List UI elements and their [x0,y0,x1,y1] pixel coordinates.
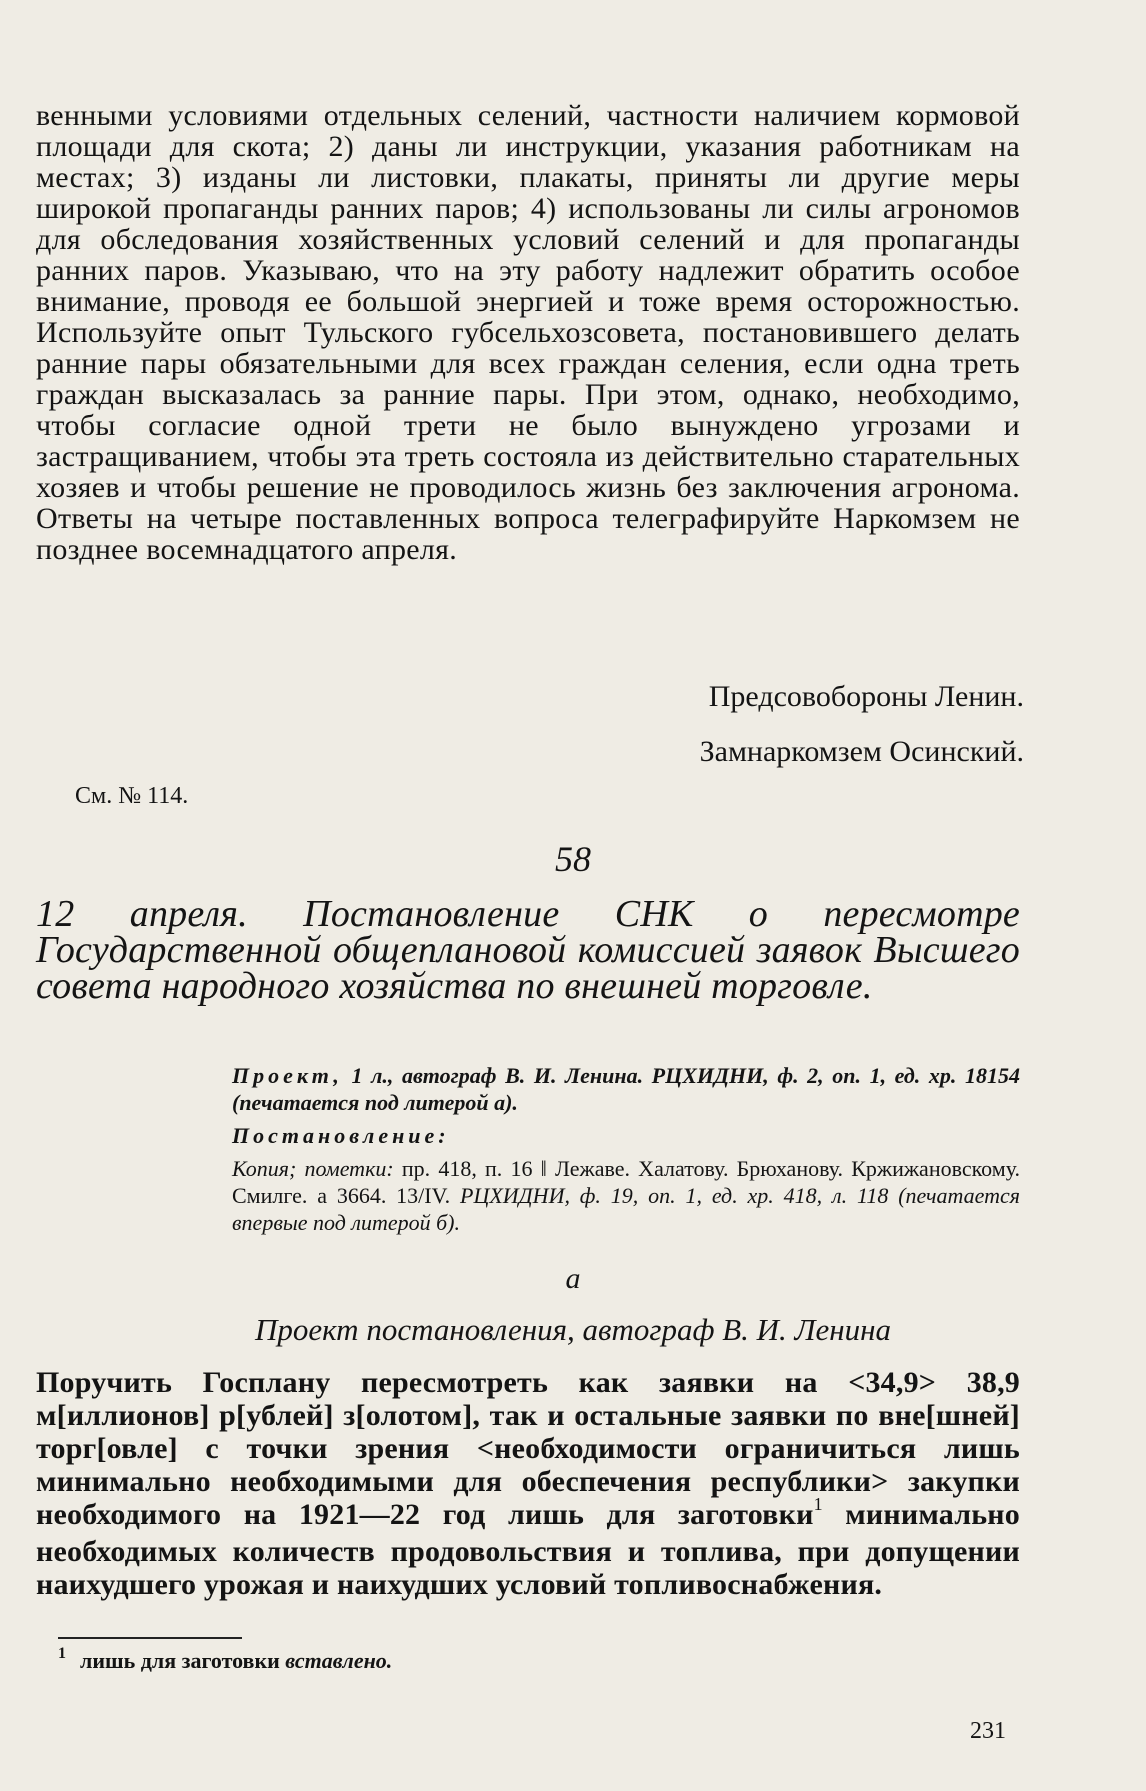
signature-chairman: Предсовобороны Ленин. [708,680,1024,713]
main-text-part2: минимально необходимых количеств продовольствия и топлива, при допущении наихудшего урожая и наихудших условий топливоснабжения. [36,1498,1020,1601]
resolution-label: Постановление: [232,1123,450,1148]
footnote-marker: 1 [813,1494,823,1514]
signature-deputy: Замнаркомзем Осинский. [699,735,1024,768]
page-number: 231 [970,1718,1006,1744]
footnote-divider [58,1637,242,1639]
main-text-part1: Поручить Госплану пересмотреть как заявки на <34,9> 38,9 м[иллионов] р[ублей] з[олотом], так и остальные заявки по вне[шней] торг[овле] с точки зрения <необходимости ограничиться лишь минимально необходимыми для обеспечения республики> закупки необходимого на 1921—22 год лишь для заготовки [36,1366,1020,1531]
top-paragraph: венными условиями отдельных селений, частности наличием кормовой площади для скота; 2) даны ли инструкции, указания работникам на местах; 3) изданы ли листовки, плакаты, приняты ли другие меры широкой пропаганды ранних паров; 4) использованы ли силы агрономов для обследования хозяйственных условий селений и для пропаганды ранних паров. Указываю, что на эту работу надлежит обратить особое внимание, проводя ее большой энергией и тоже время осторожностью. Используйте опыт Тульского губсельхозсовета, постановившего делать ранние пары обязательными для всех граждан селения, если одна треть граждан высказалась за ранние пары. При этом, однако, необходимо, чтобы согласие одной трети не было вынуждено угрозами и застращиванием, чтобы эта треть состояла из действительно старательных хозяев и чтобы решение не проводилось жизнь без заключения агронома. Ответы на четыре поставленных вопроса телеграфируйте Наркомзем не позднее восемнадцатого апреля. [36,99,1020,566]
copy-label: Копия; пометки: [232,1156,394,1181]
footnote [58,1645,393,1674]
copy-source: РЦХИДНИ, ф. 19, оп. 1, ед. хр. 418, л. 118 (печатается впервые под литерой б). [232,1183,1020,1235]
footnote-note: вставлено. [279,1648,393,1673]
footnote-text: лишь для заготовки [80,1648,280,1673]
document-title: 12 апреля. Постановление СНК о пересмотре Государственной общеплановой комиссией заявок Высшего совета народного хозяйства по внешней торговле. [36,893,1020,1007]
archival-draft [232,1062,1020,1116]
footnote-number: 1 [58,1645,66,1662]
copy-marks: пр. 418, п. 16 ‖ Лежаве. Халатову. Брюханову. Кржижановскому. Смилге. а 3664. 13/IV. [232,1156,1020,1208]
main-text [36,1366,1020,1601]
document-number: 58 [555,839,591,879]
section-letter: а [565,1262,581,1295]
draft-label: Проект, [232,1063,343,1088]
draft-text: 1 л., автограф В. И. Ленина. РЦХИДНИ, ф. 2, оп. 1, ед. хр. 18154 (печатается под литерой а). [232,1063,1020,1115]
see-reference: См. № 114. [75,783,189,809]
archival-copy [232,1155,1020,1236]
section-title: Проект постановления, автограф В. И. Ленина [254,1312,892,1347]
